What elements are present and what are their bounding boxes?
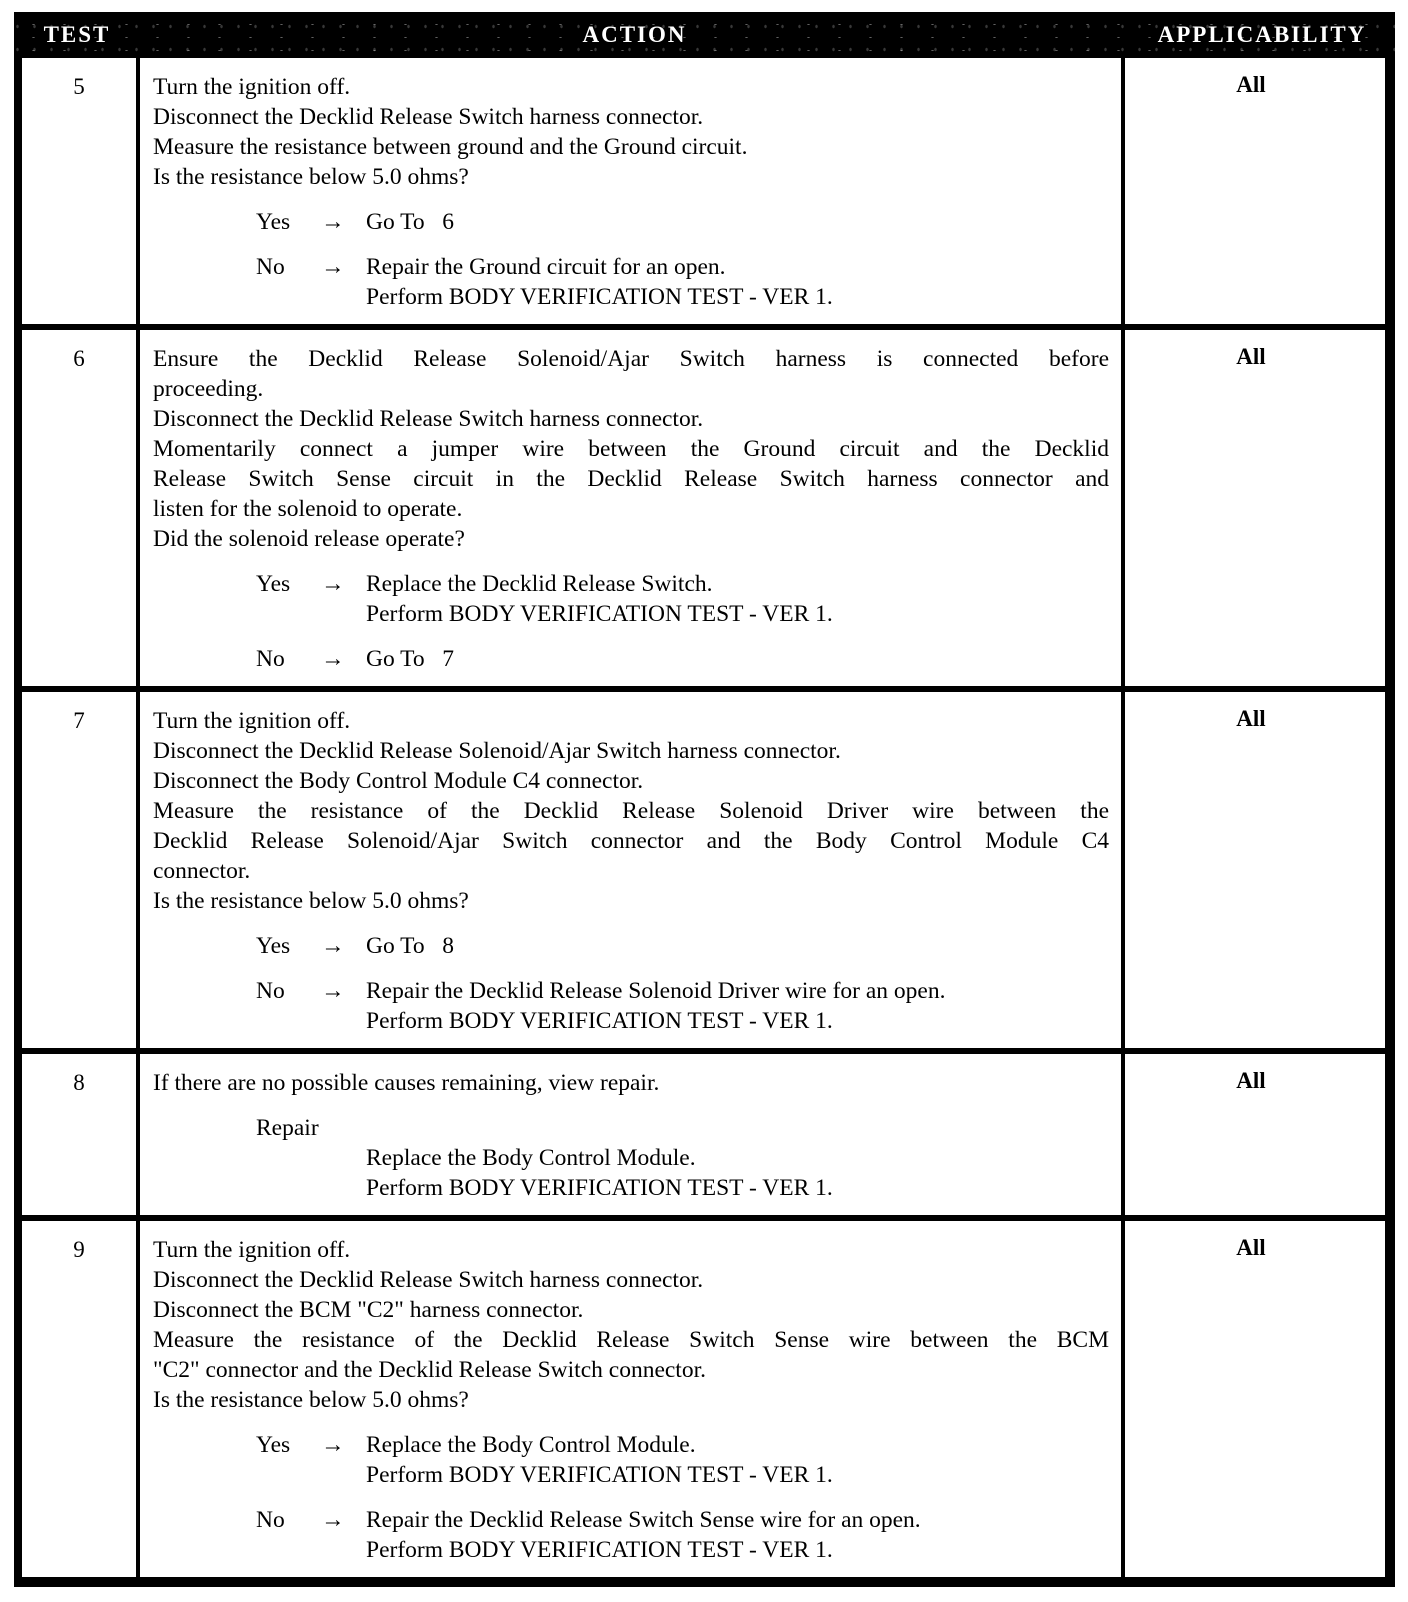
test-row (22, 324, 1385, 686)
action-line: proceeding. (153, 376, 264, 402)
arrow-right-icon: → (321, 571, 345, 597)
result-block (153, 931, 1109, 961)
action-line: Disconnect the Decklid Release Switch harness connector. (153, 1267, 704, 1293)
action-step (153, 72, 1109, 102)
diagnostic-table (14, 12, 1395, 1587)
arrow-right-icon: → (321, 1507, 345, 1533)
test-number: 8 (22, 1054, 140, 1215)
action-cell (140, 692, 1125, 1048)
header-test: TEST (43, 22, 111, 47)
action-line: Measure the resistance between ground and the Ground circuit. (153, 134, 748, 160)
action-line: Did the solenoid release operate? (153, 526, 465, 552)
action-line: Is the resistance below 5.0 ohms? (153, 1387, 469, 1413)
result-line: Go To 6 (366, 209, 455, 235)
action-step (153, 404, 1109, 434)
result-lines (366, 1430, 1109, 1490)
table-body (22, 58, 1385, 1577)
action-line: Measure the resistance of the Decklid Release Solenoid Driver wire between the (153, 798, 1109, 824)
result-line: Go To 8 (366, 933, 455, 959)
action-step (153, 434, 1109, 524)
result-label: Repair (256, 1115, 319, 1141)
action-line: listen for the solenoid to operate. (153, 496, 463, 522)
action-step (153, 766, 1109, 796)
result-label: Yes (256, 933, 291, 959)
action-step (153, 886, 1109, 916)
action-step (153, 796, 1109, 886)
result-label: Yes (256, 209, 291, 235)
action-line: Decklid Release Solenoid/Ajar Switch connector and the Body Control Module C4 (153, 828, 1109, 854)
header-applicability: APPLICABILITY (1157, 22, 1367, 47)
result-line: Repair the Decklid Release Switch Sense wire for an open. (366, 1507, 921, 1533)
result-block (153, 644, 1109, 674)
applicability-value: All (1236, 72, 1266, 97)
arrow-right-icon: → (321, 933, 345, 959)
result-lines (366, 1505, 1109, 1565)
header-action: ACTION (582, 22, 687, 47)
result-line: Perform BODY VERIFICATION TEST - VER 1. (366, 284, 833, 310)
action-line: Momentarily connect a jumper wire between the Ground circuit and the Decklid (153, 436, 1109, 462)
test-row (22, 1215, 1385, 1577)
result-line: Perform BODY VERIFICATION TEST - VER 1. (366, 1537, 833, 1563)
arrow-right-icon: → (321, 209, 345, 235)
action-cell (140, 330, 1125, 686)
result-block (153, 1113, 1109, 1203)
result-label: No (256, 1507, 285, 1533)
action-cell (140, 1054, 1125, 1215)
action-line: If there are no possible causes remaining, view repair. (153, 1070, 660, 1096)
action-step (153, 1068, 1109, 1098)
action-line: Disconnect the Decklid Release Switch harness connector. (153, 406, 704, 432)
arrow-right-icon: → (321, 254, 345, 280)
test-number: 9 (22, 1221, 140, 1577)
applicability-value: All (1236, 706, 1266, 731)
arrow-right-icon: → (321, 1432, 345, 1458)
action-line: Is the resistance below 5.0 ohms? (153, 164, 469, 190)
action-cell (140, 58, 1125, 324)
action-step (153, 1295, 1109, 1325)
action-line: Turn the ignition off. (153, 74, 351, 100)
action-step (153, 736, 1109, 766)
action-step (153, 524, 1109, 554)
action-line: Release Switch Sense circuit in the Decklid Release Switch harness connector and (153, 466, 1109, 492)
action-line: Turn the ignition off. (153, 1237, 351, 1263)
result-block (153, 252, 1109, 312)
test-number: 6 (22, 330, 140, 686)
result-label: No (256, 646, 285, 672)
applicability-value: All (1236, 1235, 1266, 1260)
result-block (153, 1505, 1109, 1565)
action-step (153, 162, 1109, 192)
result-lines (366, 1143, 1109, 1203)
arrow-right-icon: → (321, 978, 345, 1004)
result-block (153, 207, 1109, 237)
result-label: No (256, 978, 285, 1004)
action-line: Is the resistance below 5.0 ohms? (153, 888, 469, 914)
result-label: Yes (256, 571, 291, 597)
arrow-right-icon: → (321, 646, 345, 672)
action-line: Ensure the Decklid Release Solenoid/Ajar Switch harness is connected before (153, 346, 1109, 372)
result-line: Replace the Decklid Release Switch. (366, 571, 713, 597)
result-line: Go To 7 (366, 646, 455, 672)
result-line: Perform BODY VERIFICATION TEST - VER 1. (366, 1175, 833, 1201)
action-line: Disconnect the Decklid Release Switch harness connector. (153, 104, 704, 130)
result-line: Repair the Ground circuit for an open. (366, 254, 726, 280)
action-line: Disconnect the BCM "C2" harness connector. (153, 1297, 584, 1323)
action-step (153, 1235, 1109, 1265)
result-block (153, 1430, 1109, 1490)
action-line: Disconnect the Body Control Module C4 connector. (153, 768, 644, 794)
action-line: Disconnect the Decklid Release Solenoid/Ajar Switch harness connector. (153, 738, 841, 764)
test-row (22, 686, 1385, 1048)
action-step (153, 1265, 1109, 1295)
result-lines (366, 931, 1109, 961)
applicability-value: All (1236, 344, 1266, 369)
action-step (153, 1385, 1109, 1415)
result-block (153, 569, 1109, 629)
test-row (22, 58, 1385, 324)
result-line: Perform BODY VERIFICATION TEST - VER 1. (366, 1008, 833, 1034)
action-step (153, 706, 1109, 736)
result-line: Repair the Decklid Release Solenoid Driver wire for an open. (366, 978, 946, 1004)
result-block (153, 976, 1109, 1036)
applicability-value: All (1236, 1068, 1266, 1093)
action-step (153, 132, 1109, 162)
result-lines (366, 644, 1109, 674)
action-step (153, 1325, 1109, 1385)
action-line: connector. (153, 858, 251, 884)
result-lines (366, 252, 1109, 312)
test-number: 5 (22, 58, 140, 324)
action-line: Measure the resistance of the Decklid Release Switch Sense wire between the BCM (153, 1327, 1109, 1353)
result-line: Replace the Body Control Module. (366, 1432, 696, 1458)
result-label: No (256, 254, 285, 280)
test-row (22, 1048, 1385, 1215)
action-line: "C2" connector and the Decklid Release Switch connector. (153, 1357, 706, 1383)
result-lines (366, 569, 1109, 629)
result-line: Perform BODY VERIFICATION TEST - VER 1. (366, 601, 833, 627)
table-header-row (14, 12, 1395, 58)
action-line: Turn the ignition off. (153, 708, 351, 734)
action-step (153, 102, 1109, 132)
action-step (153, 344, 1109, 404)
result-lines (366, 976, 1109, 1036)
action-cell (140, 1221, 1125, 1577)
result-line: Replace the Body Control Module. (366, 1145, 696, 1171)
result-label: Yes (256, 1432, 291, 1458)
result-line: Perform BODY VERIFICATION TEST - VER 1. (366, 1462, 833, 1488)
result-lines (366, 207, 1109, 237)
test-number: 7 (22, 692, 140, 1048)
